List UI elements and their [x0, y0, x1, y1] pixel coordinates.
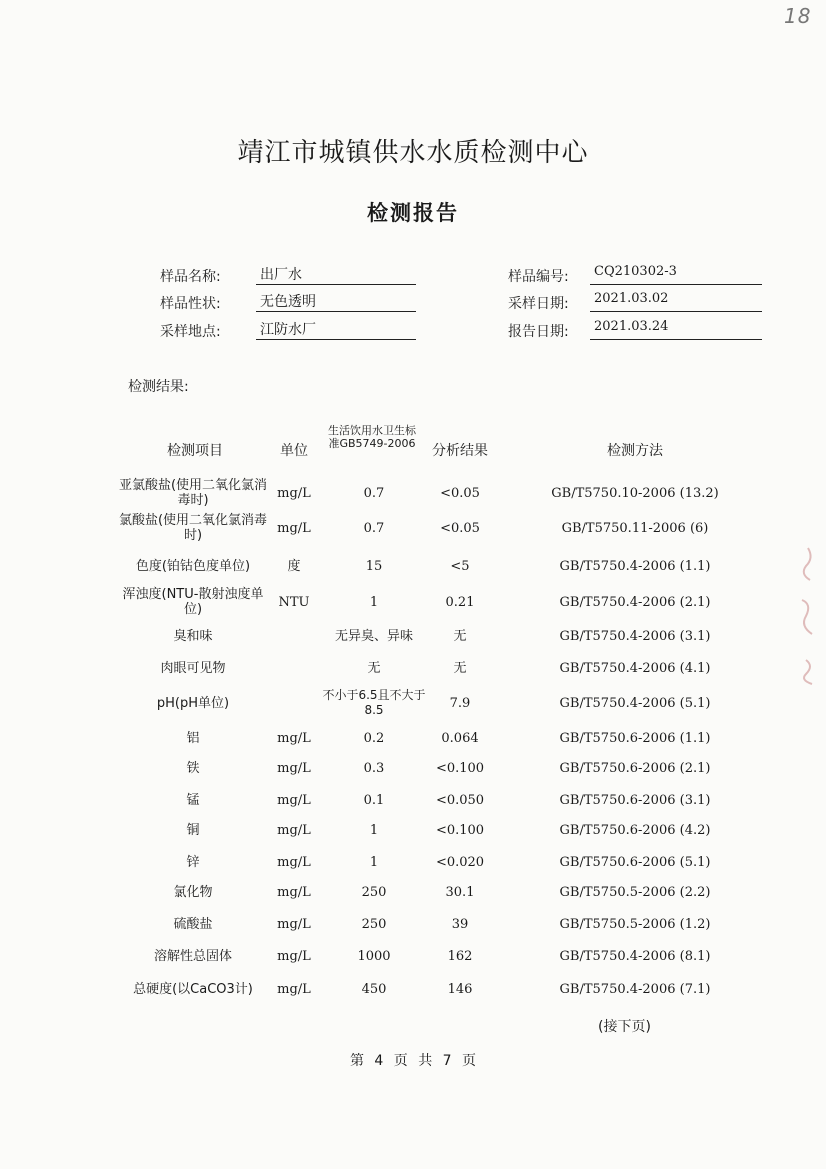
method-cell: GB/T5750.5-2006 (2.2)	[559, 884, 711, 900]
unit-cell: mg/L	[277, 520, 311, 536]
method-cell: GB/T5750.6-2006 (5.1)	[559, 854, 711, 870]
sample-state-label: 样品性状:	[160, 296, 221, 312]
unit-cell: mg/L	[277, 822, 311, 838]
result-cell: <5	[450, 558, 470, 574]
unit-cell: NTU	[278, 594, 310, 610]
item-cell: 色度(铂钴色度单位)	[135, 558, 251, 574]
standard-cell: 无异臭、异味	[334, 628, 413, 644]
item-cell: 臭和味	[173, 628, 213, 644]
method-cell: GB/T5750.4-2006 (2.1)	[559, 594, 711, 610]
unit-cell	[266, 654, 322, 682]
item-cell: 硫酸盐	[173, 916, 213, 932]
result-cell: 0.21	[445, 594, 475, 610]
page-footer: 第 4 页 共 7 页	[349, 1053, 477, 1069]
standard-cell: 1	[369, 822, 379, 838]
standard-cell: 1000	[357, 948, 391, 964]
result-cell: <0.05	[440, 520, 480, 536]
item-cell: 氯酸盐(使用二氧化氯消毒时)	[118, 513, 268, 543]
handwritten-page-mark: 18	[784, 4, 812, 28]
method-cell: GB/T5750.4-2006 (8.1)	[559, 948, 711, 964]
method-cell: GB/T5750.11-2006 (6)	[561, 520, 709, 536]
sample-name-value: 出厂水	[256, 264, 416, 285]
continued-note: (接下页)	[598, 1019, 651, 1035]
standard-cell: 1	[369, 854, 379, 870]
method-cell: GB/T5750.4-2006 (5.1)	[559, 695, 711, 711]
standard-cell: 0.7	[363, 485, 385, 501]
result-cell: <0.100	[435, 760, 485, 776]
method-cell: GB/T5750.6-2006 (2.1)	[559, 760, 711, 776]
red-seal-mark	[794, 540, 824, 700]
standard-cell: 0.1	[363, 792, 385, 808]
method-cell: GB/T5750.4-2006 (1.1)	[559, 558, 711, 574]
sample-date-label: 采样日期:	[508, 296, 569, 312]
method-cell: GB/T5750.4-2006 (4.1)	[559, 660, 711, 676]
result-cell: 7.9	[449, 695, 471, 711]
header-item: 检测项目	[167, 443, 223, 459]
item-cell: 铝	[186, 730, 200, 746]
item-cell: 亚氯酸盐(使用二氧化氯消毒时)	[118, 478, 268, 508]
standard-cell: 0.2	[363, 730, 385, 746]
result-cell: <0.100	[435, 822, 485, 838]
item-cell: 铜	[186, 822, 200, 838]
unit-cell: mg/L	[277, 854, 311, 870]
result-cell: 162	[447, 948, 473, 964]
standard-cell: 250	[361, 916, 387, 932]
standard-cell: 450	[361, 981, 387, 997]
report-date-value: 2021.03.24	[590, 319, 762, 340]
item-cell: 铁	[186, 760, 200, 776]
result-cell: <0.020	[435, 854, 485, 870]
result-cell: <0.050	[435, 792, 485, 808]
result-cell: 39	[451, 916, 469, 932]
standard-cell: 250	[361, 884, 387, 900]
unit-cell: mg/L	[277, 485, 311, 501]
result-cell: <0.05	[440, 485, 480, 501]
standard-cell: 15	[365, 558, 383, 574]
results-section-label: 检测结果:	[128, 379, 189, 395]
header-standard: 生活饮用水卫生标准GB5749-2006	[328, 424, 416, 450]
result-cell: 0.064	[441, 730, 479, 746]
standard-cell: 1	[369, 594, 379, 610]
unit-cell: mg/L	[277, 916, 311, 932]
item-cell: pH(pH单位)	[156, 695, 230, 711]
standard-cell: 不小于6.5且不大于8.5	[322, 688, 426, 717]
sample-no-label: 样品编号:	[508, 269, 569, 285]
standard-cell: 0.3	[363, 760, 385, 776]
sample-site-label: 采样地点:	[160, 324, 221, 340]
organization-title: 靖江市城镇供水水质检测中心	[237, 138, 589, 168]
standard-cell: 0.7	[363, 520, 385, 536]
method-cell: GB/T5750.4-2006 (7.1)	[559, 981, 711, 997]
result-cell: 146	[447, 981, 473, 997]
report-date-label: 报告日期:	[508, 324, 569, 340]
item-cell: 氯化物	[173, 884, 213, 900]
result-cell: 无	[453, 628, 467, 644]
sample-date-value: 2021.03.02	[590, 291, 762, 312]
unit-cell: mg/L	[277, 760, 311, 776]
result-cell: 30.1	[445, 884, 475, 900]
unit-cell	[266, 622, 322, 650]
item-cell: 溶解性总固体	[153, 948, 232, 964]
sample-site-value: 江防水厂	[256, 319, 416, 340]
method-cell: GB/T5750.6-2006 (4.2)	[559, 822, 711, 838]
sample-name-label: 样品名称:	[160, 269, 221, 285]
item-cell: 肉眼可见物	[160, 660, 226, 676]
header-unit: 单位	[280, 443, 308, 459]
item-cell: 锰	[186, 792, 200, 808]
header-method: 检测方法	[607, 443, 663, 459]
method-cell: GB/T5750.4-2006 (3.1)	[559, 628, 711, 644]
method-cell: GB/T5750.5-2006 (1.2)	[559, 916, 711, 932]
sample-state-value: 无色透明	[256, 291, 416, 312]
report-title: 检测报告	[367, 201, 459, 225]
standard-cell: 无	[367, 660, 381, 676]
unit-cell	[266, 684, 322, 722]
method-cell: GB/T5750.10-2006 (13.2)	[551, 485, 719, 501]
item-cell: 锌	[186, 854, 200, 870]
item-cell: 总硬度(以CaCO3计)	[133, 981, 253, 997]
header-result: 分析结果	[432, 443, 488, 459]
unit-cell: 度	[287, 558, 301, 574]
method-cell: GB/T5750.6-2006 (1.1)	[559, 730, 711, 746]
unit-cell: mg/L	[277, 730, 311, 746]
unit-cell: mg/L	[277, 792, 311, 808]
unit-cell: mg/L	[277, 884, 311, 900]
unit-cell: mg/L	[277, 948, 311, 964]
method-cell: GB/T5750.6-2006 (3.1)	[559, 792, 711, 808]
result-cell: 无	[453, 660, 467, 676]
sample-no-value: CQ210302-3	[590, 264, 762, 285]
item-cell: 浑浊度(NTU-散射浊度单位)	[122, 587, 264, 617]
unit-cell: mg/L	[277, 981, 311, 997]
